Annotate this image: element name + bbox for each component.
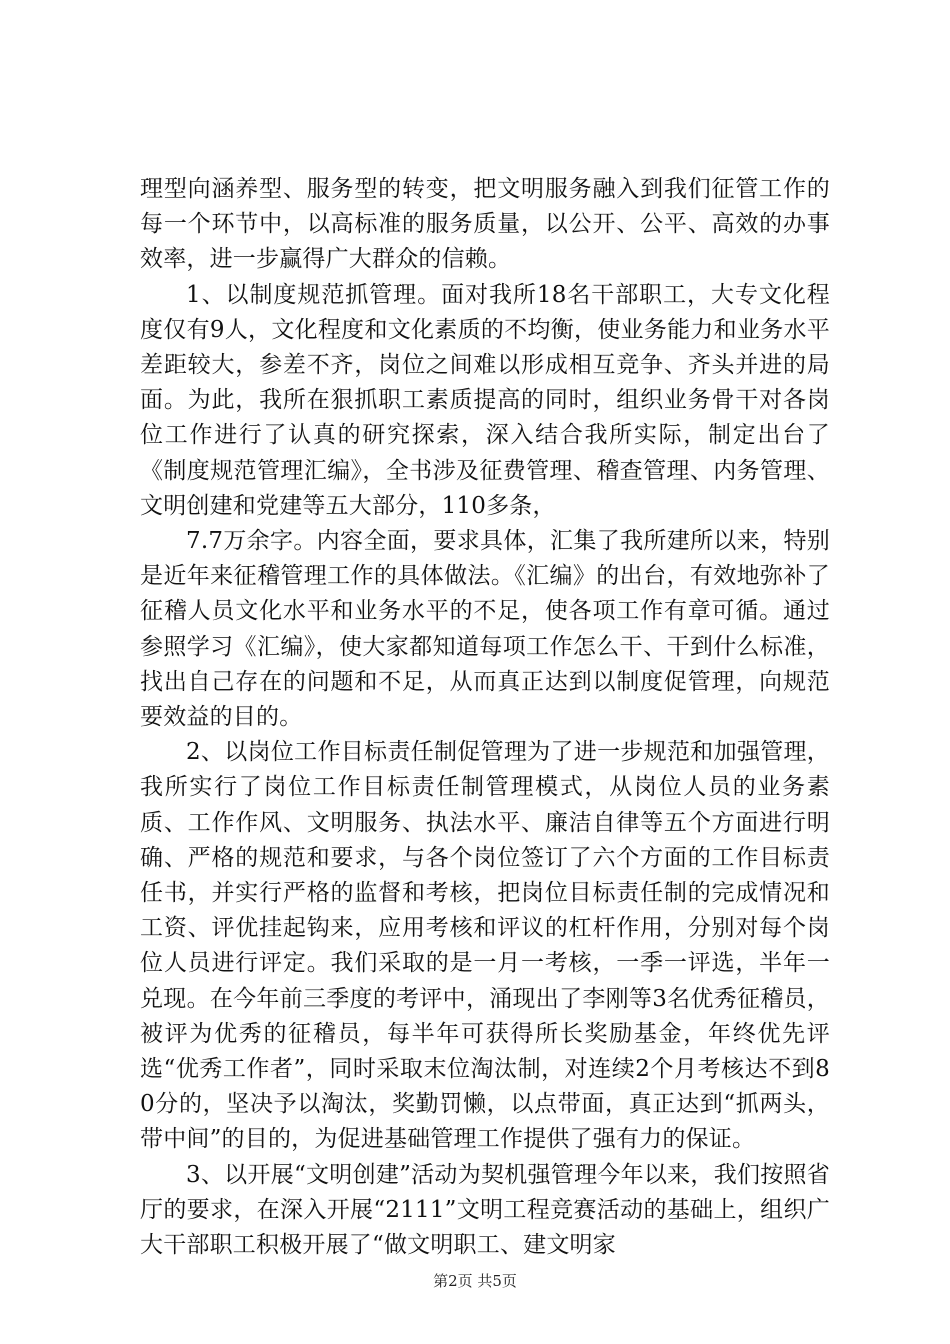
- paragraph-section-3: 3、以开展“文明创建”活动为契机强管理今年以来，我们按照省厅的要求，在深入开展“2111”文明工程竞赛活动的基础上，组织广大干部职工积极开展了“做文明职工、建文明家: [140, 1161, 830, 1259]
- paragraph-section-2: 2、以岗位工作目标责任制促管理为了进一步规范和加强管理，我所实行了岗位工作目标责任制管理模式，从岗位人员的业务素质、工作作风、文明服务、执法水平、廉洁自律等五个方面进行明确、严格的规范和要求，与各个岗位签订了六个方面的工作目标责任书，并实行严格的监督和考核，把岗位目标责任制的完成情况和工资、评优挂起钩来，应用考核和评议的杠杆作用，分别对每个岗位人员进行评定。我们采取的是一月一考核，一季一评选，半年一兑现。在今年前三季度的考评中，涌现出了李刚等3名优秀征稽员，被评为优秀的征稽员，每半年可获得所长奖励基金，年终优先评选“优秀工作者”，同时采取末位淘汰制，对连续2个月考核达不到80分的，坚决予以淘汰，奖勤罚懒，以点带面，真正达到“抓两头，带中间”的目的，为促进基础管理工作提供了强有力的保证。: [140, 739, 830, 1153]
- paragraph-section-1-continued: 7.7万余字。内容全面，要求具体，汇集了我所建所以来，特别是近年来征稽管理工作的具体做法。《汇编》的出台，有效地弥补了征稽人员文化水平和业务水平的不足，使各项工作有章可循。通过参照学习《汇编》，使大家都知道每项工作怎么干、干到什么标准，找出自己存在的问题和不足，从而真正达到以制度促管理，向规范要效益的目的。: [140, 528, 830, 731]
- paragraph-section-1: 1、以制度规范抓管理。面对我所18名干部职工，大专文化程度仅有9人，文化程度和文化素质的不均衡，使业务能力和业务水平差距较大，参差不齐，岗位之间难以形成相互竞争、齐头并进的局面。为此，我所在狠抓职工素质提高的同时，组织业务骨干对各岗位工作进行了认真的研究探索，深入结合我所实际，制定出台了《制度规范管理汇编》，全书涉及征费管理、稽查管理、内务管理、文明创建和党建等五大部分，110多条，: [140, 281, 830, 519]
- document-body: [140, 172, 830, 1263]
- paragraph-intro: 理型向涵养型、服务型的转变，把文明服务融入到我们征管工作的每一个环节中，以高标准的服务质量，以公开、公平、高效的办事效率，进一步赢得广大群众的信赖。: [140, 176, 830, 273]
- page-number-footer: 第2页 共5页: [433, 1272, 517, 1290]
